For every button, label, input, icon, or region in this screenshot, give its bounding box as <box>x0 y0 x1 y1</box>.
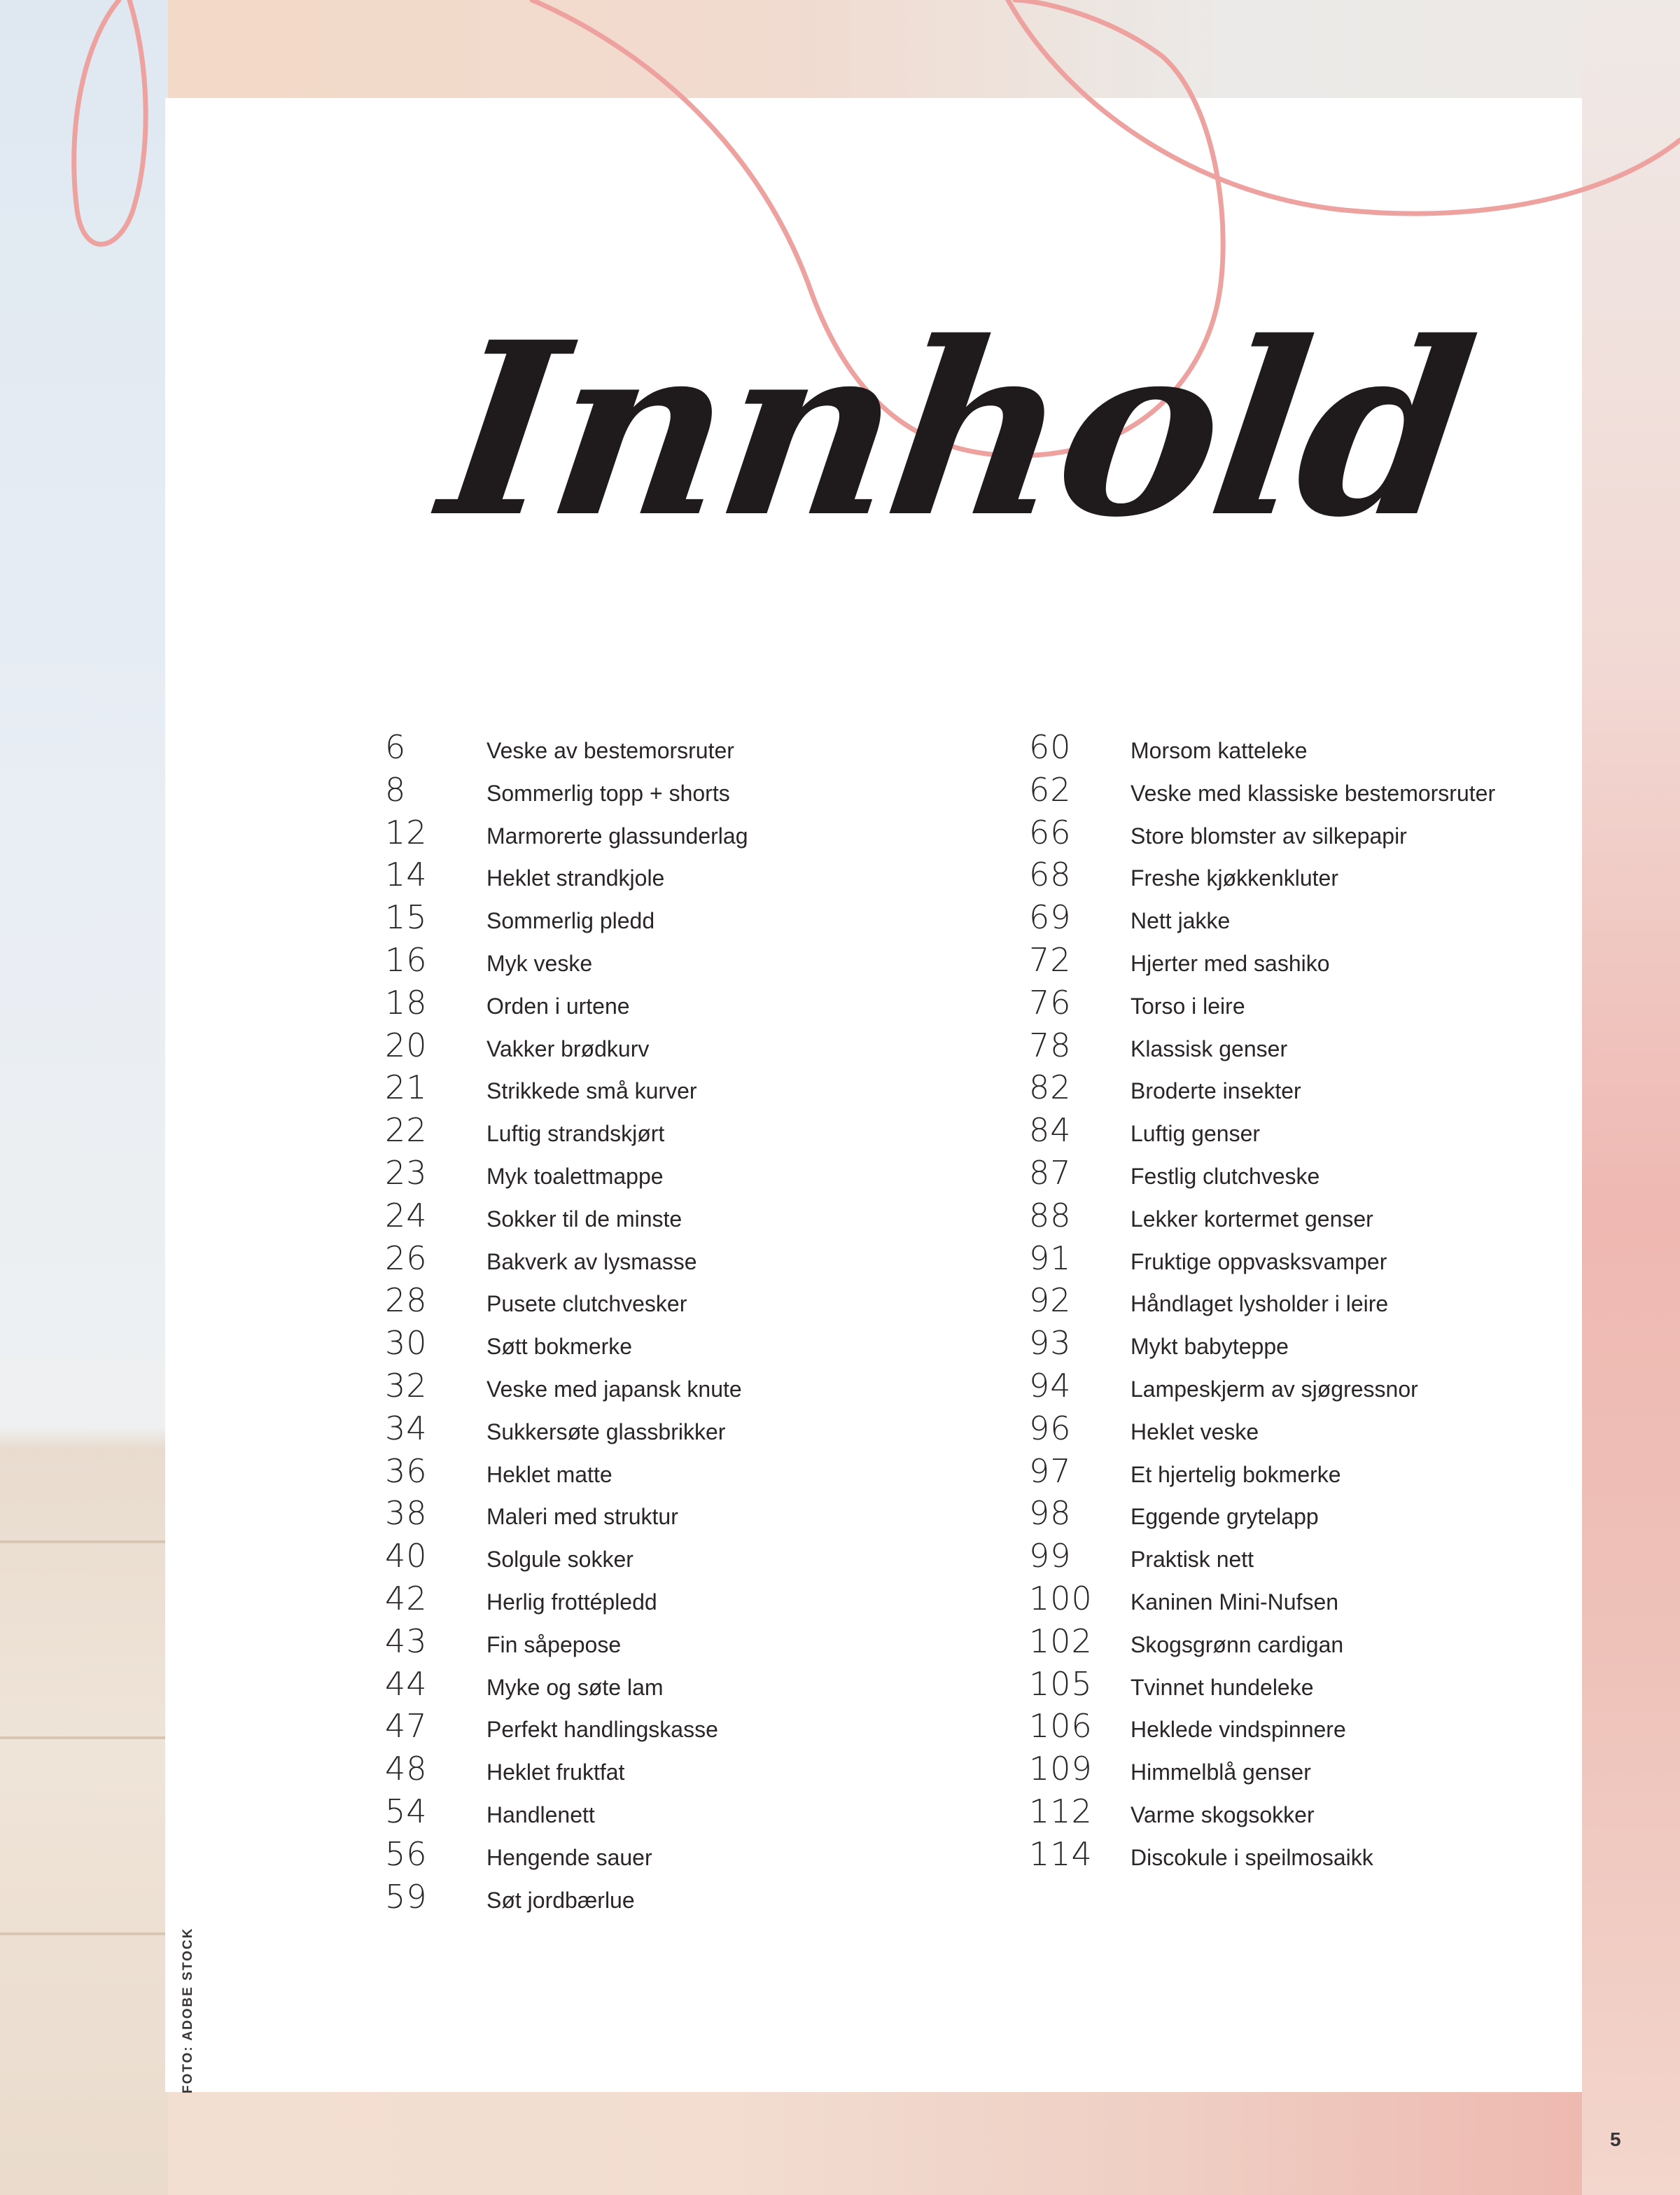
toc-page-number: 100 <box>1029 1579 1093 1617</box>
photo-credit: FOTO: ADOBE STOCK <box>181 1927 195 2093</box>
toc-title: Veske med klassiske bestemorsruter <box>1130 780 1496 806</box>
watercolor-top <box>168 0 1582 98</box>
toc-entry <box>1029 898 1575 941</box>
toc-page-number: 44 <box>385 1664 428 1703</box>
toc-page-number: 24 <box>385 1196 428 1234</box>
toc-title: Heklet fruktfat <box>486 1760 625 1785</box>
background-photo-left <box>0 0 168 2195</box>
toc-page-number: 47 <box>385 1707 428 1745</box>
toc-entry <box>1029 771 1575 814</box>
watercolor-right <box>1582 0 1680 2195</box>
toc-title: Pusete clutchvesker <box>486 1291 687 1317</box>
toc-page-number: 21 <box>385 1068 428 1107</box>
toc-title: Fruktige oppvasksvamper <box>1130 1248 1387 1274</box>
toc-title: Klassisk genser <box>1130 1036 1288 1061</box>
toc-page-number: 98 <box>1029 1494 1072 1533</box>
toc-title: Skogsgrønn cardigan <box>1130 1631 1344 1657</box>
toc-title: Orden i urtene <box>486 993 630 1019</box>
toc-entry <box>1029 856 1575 898</box>
toc-page-number: 32 <box>385 1366 428 1405</box>
toc-entry <box>1029 1750 1575 1792</box>
toc-title: Veske av bestemorsruter <box>486 738 734 763</box>
toc-entry <box>1029 1665 1575 1708</box>
toc-title: Sommerlig topp + shorts <box>486 780 730 806</box>
toc-entry <box>385 1494 987 1537</box>
watercolor-bottom <box>168 2090 1582 2195</box>
toc-entry <box>1029 1452 1575 1495</box>
toc-page-number: 93 <box>1029 1324 1072 1363</box>
toc-page-number: 68 <box>1029 856 1072 894</box>
toc-title: Maleri med struktur <box>486 1504 678 1530</box>
toc-entry <box>385 1750 987 1792</box>
toc-entry <box>385 1452 987 1495</box>
toc-page-number: 92 <box>1029 1281 1072 1320</box>
toc-page-number: 97 <box>1029 1451 1072 1490</box>
toc-title: Bakverk av lysmasse <box>486 1248 697 1274</box>
toc-entry <box>385 1622 987 1665</box>
toc-page-number: 114 <box>1029 1834 1093 1873</box>
toc-title: Perfekt handlingskasse <box>486 1717 718 1743</box>
toc-title: Et hjertelig bokmerke <box>1130 1461 1341 1487</box>
toc-page-number: 36 <box>385 1451 428 1490</box>
toc-page-number: 12 <box>385 813 428 851</box>
toc-title: Sokker til de minste <box>486 1206 682 1232</box>
toc-page-number: 23 <box>385 1153 428 1192</box>
toc-entry <box>385 1835 987 1878</box>
toc-entry <box>385 1878 987 1921</box>
toc-page-number: 82 <box>1029 1068 1072 1107</box>
toc-title: Handlenett <box>486 1802 595 1827</box>
toc-entry <box>1029 1409 1575 1452</box>
toc-page-number: 54 <box>385 1792 428 1830</box>
toc-page-number: 96 <box>1029 1409 1072 1447</box>
toc-title: Heklet matte <box>486 1461 612 1487</box>
toc-entry <box>385 728 987 771</box>
toc-title: Lekker kortermet genser <box>1130 1206 1373 1232</box>
toc-page-number: 38 <box>385 1494 428 1533</box>
toc-page-number: 99 <box>1029 1537 1072 1575</box>
toc-page-number: 15 <box>385 898 428 937</box>
toc-title: Hjerter med sashiko <box>1130 950 1330 976</box>
toc-column-left <box>385 728 987 1920</box>
toc-entry <box>385 984 987 1026</box>
toc-entry <box>385 941 987 984</box>
toc-entry <box>1029 1111 1575 1154</box>
toc-title: Freshe kjøkkenkluter <box>1130 865 1338 891</box>
toc-entry <box>1029 1537 1575 1580</box>
toc-entry <box>1029 1239 1575 1282</box>
toc-title: Søtt bokmerke <box>486 1334 633 1360</box>
toc-page-number: 59 <box>385 1877 428 1916</box>
toc-entry <box>1029 1835 1575 1878</box>
toc-title: Håndlaget lysholder i leire <box>1130 1291 1389 1317</box>
toc-title: Myk toalettmappe <box>486 1163 664 1189</box>
toc-page-number: 76 <box>1029 983 1072 1022</box>
toc-title: Festlig clutchveske <box>1130 1163 1320 1189</box>
toc-page-number: 40 <box>385 1537 428 1575</box>
toc-entry <box>385 1068 987 1111</box>
toc-entry <box>385 898 987 941</box>
toc-entry <box>385 1409 987 1452</box>
toc-entry <box>385 1154 987 1197</box>
toc-entry <box>385 1197 987 1239</box>
toc-entry <box>385 1239 987 1282</box>
toc-page-number: 109 <box>1029 1750 1093 1788</box>
toc-page-number: 43 <box>385 1622 428 1660</box>
wood-plank-line <box>0 1932 168 1935</box>
toc-entry <box>385 1792 987 1835</box>
toc-page-number: 16 <box>385 940 428 979</box>
toc-title: Sommerlig pledd <box>486 908 655 934</box>
toc-entry <box>385 771 987 814</box>
toc-title: Strikkede små kurver <box>486 1078 697 1104</box>
toc-page-number: 94 <box>1029 1366 1072 1405</box>
toc-page-number: 88 <box>1029 1196 1072 1234</box>
toc-title: Kaninen Mini-Nufsen <box>1130 1589 1339 1615</box>
toc-entry <box>1029 1154 1575 1197</box>
page-number: 5 <box>1610 2128 1621 2150</box>
toc-entry <box>385 1707 987 1750</box>
toc-page-number: 112 <box>1029 1792 1093 1830</box>
toc-title: Praktisk nett <box>1130 1547 1254 1573</box>
toc-page-number: 42 <box>385 1579 428 1617</box>
toc-title: Varme skogsokker <box>1130 1802 1315 1827</box>
toc-title: Torso i leire <box>1130 993 1245 1019</box>
toc-page-number: 22 <box>385 1111 428 1150</box>
toc-entry <box>1029 728 1575 771</box>
toc-page-number: 56 <box>385 1834 428 1873</box>
toc-entry <box>385 1026 987 1069</box>
toc-title: Sukkersøte glassbrikker <box>486 1419 726 1444</box>
toc-title: Discokule i speilmosaikk <box>1130 1844 1373 1870</box>
toc-entry <box>385 1537 987 1580</box>
toc-page-number: 6 <box>385 728 407 766</box>
toc-entry <box>1029 941 1575 984</box>
toc-entry <box>385 814 987 856</box>
toc-page-number: 62 <box>1029 770 1072 809</box>
toc-entry <box>1029 1367 1575 1409</box>
toc-page-number: 69 <box>1029 898 1072 937</box>
toc-entry <box>385 1367 987 1409</box>
toc-entry <box>1029 1494 1575 1537</box>
toc-page-number: 14 <box>385 856 428 894</box>
toc-entry <box>1029 814 1575 856</box>
toc-title: Fin såpepose <box>486 1631 622 1657</box>
wood-plank-line <box>0 1736 168 1739</box>
toc-title: Luftig genser <box>1130 1121 1261 1147</box>
toc-title: Store blomster av silkepapir <box>1130 823 1407 849</box>
toc-page-number: 28 <box>385 1281 428 1320</box>
toc-page-number: 18 <box>385 983 428 1022</box>
toc-page-number: 78 <box>1029 1026 1072 1064</box>
toc-page-number: 102 <box>1029 1622 1093 1660</box>
toc-title: Broderte insekter <box>1130 1078 1301 1104</box>
toc-entry <box>385 1281 987 1324</box>
toc-title: Morsom katteleke <box>1130 738 1308 763</box>
toc-title: Lampeskjerm av sjøgressnor <box>1130 1376 1418 1402</box>
toc-title: Luftig strandskjørt <box>486 1121 665 1147</box>
toc-title: Søt jordbærlue <box>486 1887 635 1913</box>
toc-title: Herlig frottépledd <box>486 1589 657 1615</box>
toc-page-number: 20 <box>385 1026 428 1064</box>
toc-entry <box>1029 1197 1575 1239</box>
toc-entry <box>1029 1580 1575 1622</box>
toc-page-number: 106 <box>1029 1707 1093 1745</box>
toc-page-number: 91 <box>1029 1239 1072 1277</box>
toc-entry <box>1029 1707 1575 1750</box>
toc-entry <box>1029 984 1575 1026</box>
toc-page-number: 66 <box>1029 813 1072 851</box>
toc-title: Eggende grytelapp <box>1130 1504 1319 1530</box>
toc-title: Vakker brødkurv <box>486 1036 650 1061</box>
toc-page-number: 8 <box>385 770 407 809</box>
toc-title: Solgule sokker <box>486 1547 634 1573</box>
page-title: Innhold <box>428 291 1485 570</box>
toc-page-number: 48 <box>385 1750 428 1788</box>
toc-entry <box>385 1111 987 1154</box>
toc-page-number: 30 <box>385 1324 428 1363</box>
toc-entry <box>1029 1622 1575 1665</box>
toc-title: Heklede vindspinnere <box>1130 1717 1346 1743</box>
toc-entry <box>385 1665 987 1708</box>
toc-title: Himmelblå genser <box>1130 1760 1311 1785</box>
toc-entry <box>1029 1324 1575 1367</box>
toc-page-number: 105 <box>1029 1664 1093 1703</box>
toc-page-number: 34 <box>385 1409 428 1447</box>
toc-entry <box>385 1580 987 1622</box>
toc-page-number: 26 <box>385 1239 428 1277</box>
toc-title: Nett jakke <box>1130 908 1231 934</box>
toc-page-number: 72 <box>1029 940 1072 979</box>
wood-plank-line <box>0 1540 168 1543</box>
toc-title: Tvinnet hundeleke <box>1130 1674 1314 1700</box>
toc-title: Myk veske <box>486 950 593 976</box>
toc-entry <box>1029 1792 1575 1835</box>
toc-title: Marmorerte glassunderlag <box>486 823 748 849</box>
toc-entry <box>1029 1281 1575 1324</box>
toc-title: Hengende sauer <box>486 1844 652 1870</box>
toc-column-right <box>1029 728 1575 1878</box>
toc-title: Myke og søte lam <box>486 1674 664 1700</box>
toc-entry <box>1029 1026 1575 1069</box>
toc-title: Heklet veske <box>1130 1419 1259 1444</box>
toc-page-number: 87 <box>1029 1153 1072 1192</box>
toc-entry <box>385 856 987 898</box>
toc-title: Veske med japansk knute <box>486 1376 742 1402</box>
toc-page-number: 84 <box>1029 1111 1072 1150</box>
toc-page-number: 60 <box>1029 728 1072 766</box>
toc-entry <box>385 1324 987 1367</box>
toc-title: Mykt babyteppe <box>1130 1334 1289 1360</box>
toc-title: Heklet strandkjole <box>486 865 665 891</box>
toc-entry <box>1029 1068 1575 1111</box>
